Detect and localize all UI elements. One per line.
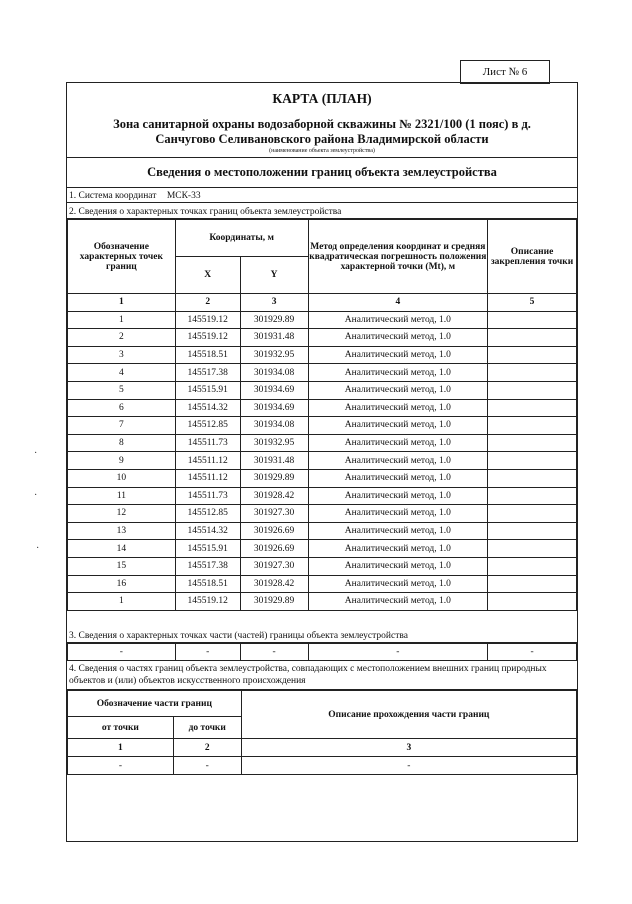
table-row	[68, 757, 577, 775]
table-cell-x: 145519.12	[175, 311, 240, 329]
table-cell: -	[240, 644, 308, 661]
table-cell: -	[173, 757, 241, 775]
table-cell-x: 145511.73	[175, 487, 240, 505]
table-cell-y: 301929.89	[240, 469, 308, 487]
table-row	[68, 311, 577, 329]
table-cell-method: Аналитический метод, 1.0	[308, 575, 488, 593]
object-name-line-2: Санчугово Селивановского района Владимирской области	[155, 132, 489, 146]
document-title: КАРТА (ПЛАН)	[272, 91, 372, 106]
table-cell-n: 14	[68, 540, 176, 558]
header-x: X	[175, 257, 240, 294]
header-method: Метод определения координат и средняя квадратическая погрешность положения характерной точки (Mt), м	[308, 220, 488, 294]
table-cell-y: 301934.69	[240, 381, 308, 399]
table-cell-y: 301931.48	[240, 452, 308, 470]
scan-mark: ·	[36, 543, 40, 554]
table-cell-y: 301934.08	[240, 364, 308, 382]
section-heading: Сведения о местоположении границ объекта землеустройства	[67, 157, 577, 188]
table-cell-y: 301929.89	[240, 311, 308, 329]
table-cell-n: 15	[68, 557, 176, 575]
table-cell-fix	[488, 487, 577, 505]
table-cell-fix	[488, 452, 577, 470]
header-designation: Обозначение характерных точек границ	[68, 220, 176, 294]
table-cell-fix	[488, 329, 577, 347]
section2-label: 2. Сведения о характерных точках границ объекта землеустройства	[67, 203, 577, 219]
table-cell: -	[241, 757, 576, 775]
col-number: 2	[173, 739, 241, 757]
table-cell-y: 301927.30	[240, 557, 308, 575]
table-cell-fix	[488, 434, 577, 452]
table-row	[68, 644, 577, 661]
table-row	[68, 434, 577, 452]
table-row	[68, 452, 577, 470]
table-cell-x: 145511.12	[175, 469, 240, 487]
table-cell-n: 4	[68, 364, 176, 382]
table-cell-method: Аналитический метод, 1.0	[308, 505, 488, 523]
section3-label: 3. Сведения о характерных точках части (частей) границы объекта землеустройства	[67, 627, 577, 643]
table-cell-y: 301932.95	[240, 434, 308, 452]
table-cell-y: 301927.30	[240, 505, 308, 523]
table-cell-fix	[488, 399, 577, 417]
table-cell-y: 301928.42	[240, 487, 308, 505]
table-cell-y: 301926.69	[240, 540, 308, 558]
table-row	[68, 522, 577, 540]
table-cell-n: 7	[68, 417, 176, 435]
table-cell-n: 3	[68, 346, 176, 364]
table-cell-fix	[488, 557, 577, 575]
table-cell-fix	[488, 364, 577, 382]
table-row	[68, 575, 577, 593]
table-cell-n: 9	[68, 452, 176, 470]
table-row	[68, 505, 577, 523]
table-cell-method: Аналитический метод, 1.0	[308, 381, 488, 399]
table-row	[68, 364, 577, 382]
table-cell-method: Аналитический метод, 1.0	[308, 311, 488, 329]
table-cell-method: Аналитический метод, 1.0	[308, 364, 488, 382]
coordinate-system-value: МСК-33	[166, 191, 201, 201]
col-number: 5	[488, 294, 577, 312]
table-cell-fix	[488, 381, 577, 399]
column-numbers-row	[68, 294, 577, 312]
sheet-number-label: Лист № 6	[460, 60, 550, 84]
table-cell-x: 145514.32	[175, 399, 240, 417]
table-cell: -	[175, 644, 240, 661]
table-cell-method: Аналитический метод, 1.0	[308, 540, 488, 558]
table-cell-x: 145515.91	[175, 540, 240, 558]
header-from-point: от точки	[68, 717, 174, 739]
table-cell-x: 145518.51	[175, 575, 240, 593]
table-cell-n: 6	[68, 399, 176, 417]
table-cell-method: Аналитический метод, 1.0	[308, 557, 488, 575]
table-row	[68, 346, 577, 364]
col-number: 4	[308, 294, 488, 312]
table-cell-fix	[488, 417, 577, 435]
table-cell-fix	[488, 575, 577, 593]
table-cell-x: 145517.38	[175, 557, 240, 575]
object-name	[67, 117, 577, 147]
table-cell-method: Аналитический метод, 1.0	[308, 399, 488, 417]
table-row	[68, 329, 577, 347]
table-cell-y: 301928.42	[240, 575, 308, 593]
table-cell-fix	[488, 311, 577, 329]
table-cell-y: 301932.95	[240, 346, 308, 364]
scan-mark: ·	[34, 490, 38, 501]
table-row	[68, 469, 577, 487]
table-cell-x: 145517.38	[175, 364, 240, 382]
col-number: 3	[240, 294, 308, 312]
section3-table	[67, 643, 577, 661]
header-fixing: Описание закрепления точки	[488, 220, 577, 294]
section4-table	[67, 690, 577, 775]
table-cell-fix	[488, 346, 577, 364]
table-cell-y: 301934.08	[240, 417, 308, 435]
coordinate-system-label: 1. Система координат	[69, 191, 157, 201]
table-cell-x: 145515.91	[175, 381, 240, 399]
header-designation-part: Обозначение части границ	[68, 691, 242, 717]
table-cell-n: 1	[68, 311, 176, 329]
table-cell-y: 301931.48	[240, 329, 308, 347]
table-cell: -	[308, 644, 488, 661]
table-row	[68, 417, 577, 435]
table-cell-n: 8	[68, 434, 176, 452]
col-number: 2	[175, 294, 240, 312]
table-cell-method: Аналитический метод, 1.0	[308, 487, 488, 505]
table-cell-x: 145512.85	[175, 417, 240, 435]
header-coordinates: Координаты, м	[175, 220, 308, 257]
table-cell-x: 145518.51	[175, 346, 240, 364]
points-table	[67, 219, 577, 611]
table-cell-n: 2	[68, 329, 176, 347]
object-name-caption: (наименование объекта землеустройства)	[269, 148, 375, 154]
col-number: 3	[241, 739, 576, 757]
table-cell-n: 12	[68, 505, 176, 523]
table-cell-x: 145514.32	[175, 522, 240, 540]
table-row	[68, 593, 577, 611]
table-cell-n: 5	[68, 381, 176, 399]
table-cell-fix	[488, 522, 577, 540]
table-cell-x: 145519.12	[175, 593, 240, 611]
table-cell-method: Аналитический метод, 1.0	[308, 593, 488, 611]
table-cell-fix	[488, 540, 577, 558]
table-row	[68, 557, 577, 575]
table-cell-fix	[488, 505, 577, 523]
table-cell-x: 145512.85	[175, 505, 240, 523]
table-cell-method: Аналитический метод, 1.0	[308, 329, 488, 347]
table-cell: -	[68, 644, 176, 661]
column-numbers-row	[68, 739, 577, 757]
table-cell-method: Аналитический метод, 1.0	[308, 417, 488, 435]
header-to-point: до точки	[173, 717, 241, 739]
col-number: 1	[68, 739, 174, 757]
section4-label: 4. Сведения о частях границ объекта землеустройства, совпадающих с местоположением внешних границ природных объектов и (или) объектов искусственного происхождения	[67, 660, 577, 690]
title-block	[67, 83, 577, 158]
table-cell-fix	[488, 469, 577, 487]
col-number: 1	[68, 294, 176, 312]
table-cell: -	[68, 757, 174, 775]
table-cell-x: 145519.12	[175, 329, 240, 347]
points-table-body	[68, 311, 577, 610]
scan-mark: ·	[34, 448, 38, 459]
table-cell-y: 301934.69	[240, 399, 308, 417]
table-cell-n: 13	[68, 522, 176, 540]
table-cell-x: 145511.12	[175, 452, 240, 470]
document-frame	[66, 82, 578, 842]
table-cell-y: 301926.69	[240, 522, 308, 540]
table-cell-method: Аналитический метод, 1.0	[308, 346, 488, 364]
coordinate-system-line	[67, 187, 577, 203]
table-cell-x: 145511.73	[175, 434, 240, 452]
table-cell-method: Аналитический метод, 1.0	[308, 434, 488, 452]
table-row	[68, 381, 577, 399]
table-cell-n: 10	[68, 469, 176, 487]
header-y: Y	[240, 257, 308, 294]
table-cell-method: Аналитический метод, 1.0	[308, 452, 488, 470]
table-row	[68, 399, 577, 417]
table-cell-n: 16	[68, 575, 176, 593]
table-cell-n: 11	[68, 487, 176, 505]
table-cell-method: Аналитический метод, 1.0	[308, 469, 488, 487]
table-cell-n: 1	[68, 593, 176, 611]
table-cell-method: Аналитический метод, 1.0	[308, 522, 488, 540]
table-row	[68, 540, 577, 558]
table-cell-fix	[488, 593, 577, 611]
object-name-line-1: Зона санитарной охраны водозаборной скважины № 2321/100 (1 пояс) в д.	[113, 117, 531, 131]
table-cell: -	[488, 644, 577, 661]
header-part-description: Описание прохождения части границ	[241, 691, 576, 739]
table-cell-y: 301929.89	[240, 593, 308, 611]
table-row	[68, 487, 577, 505]
